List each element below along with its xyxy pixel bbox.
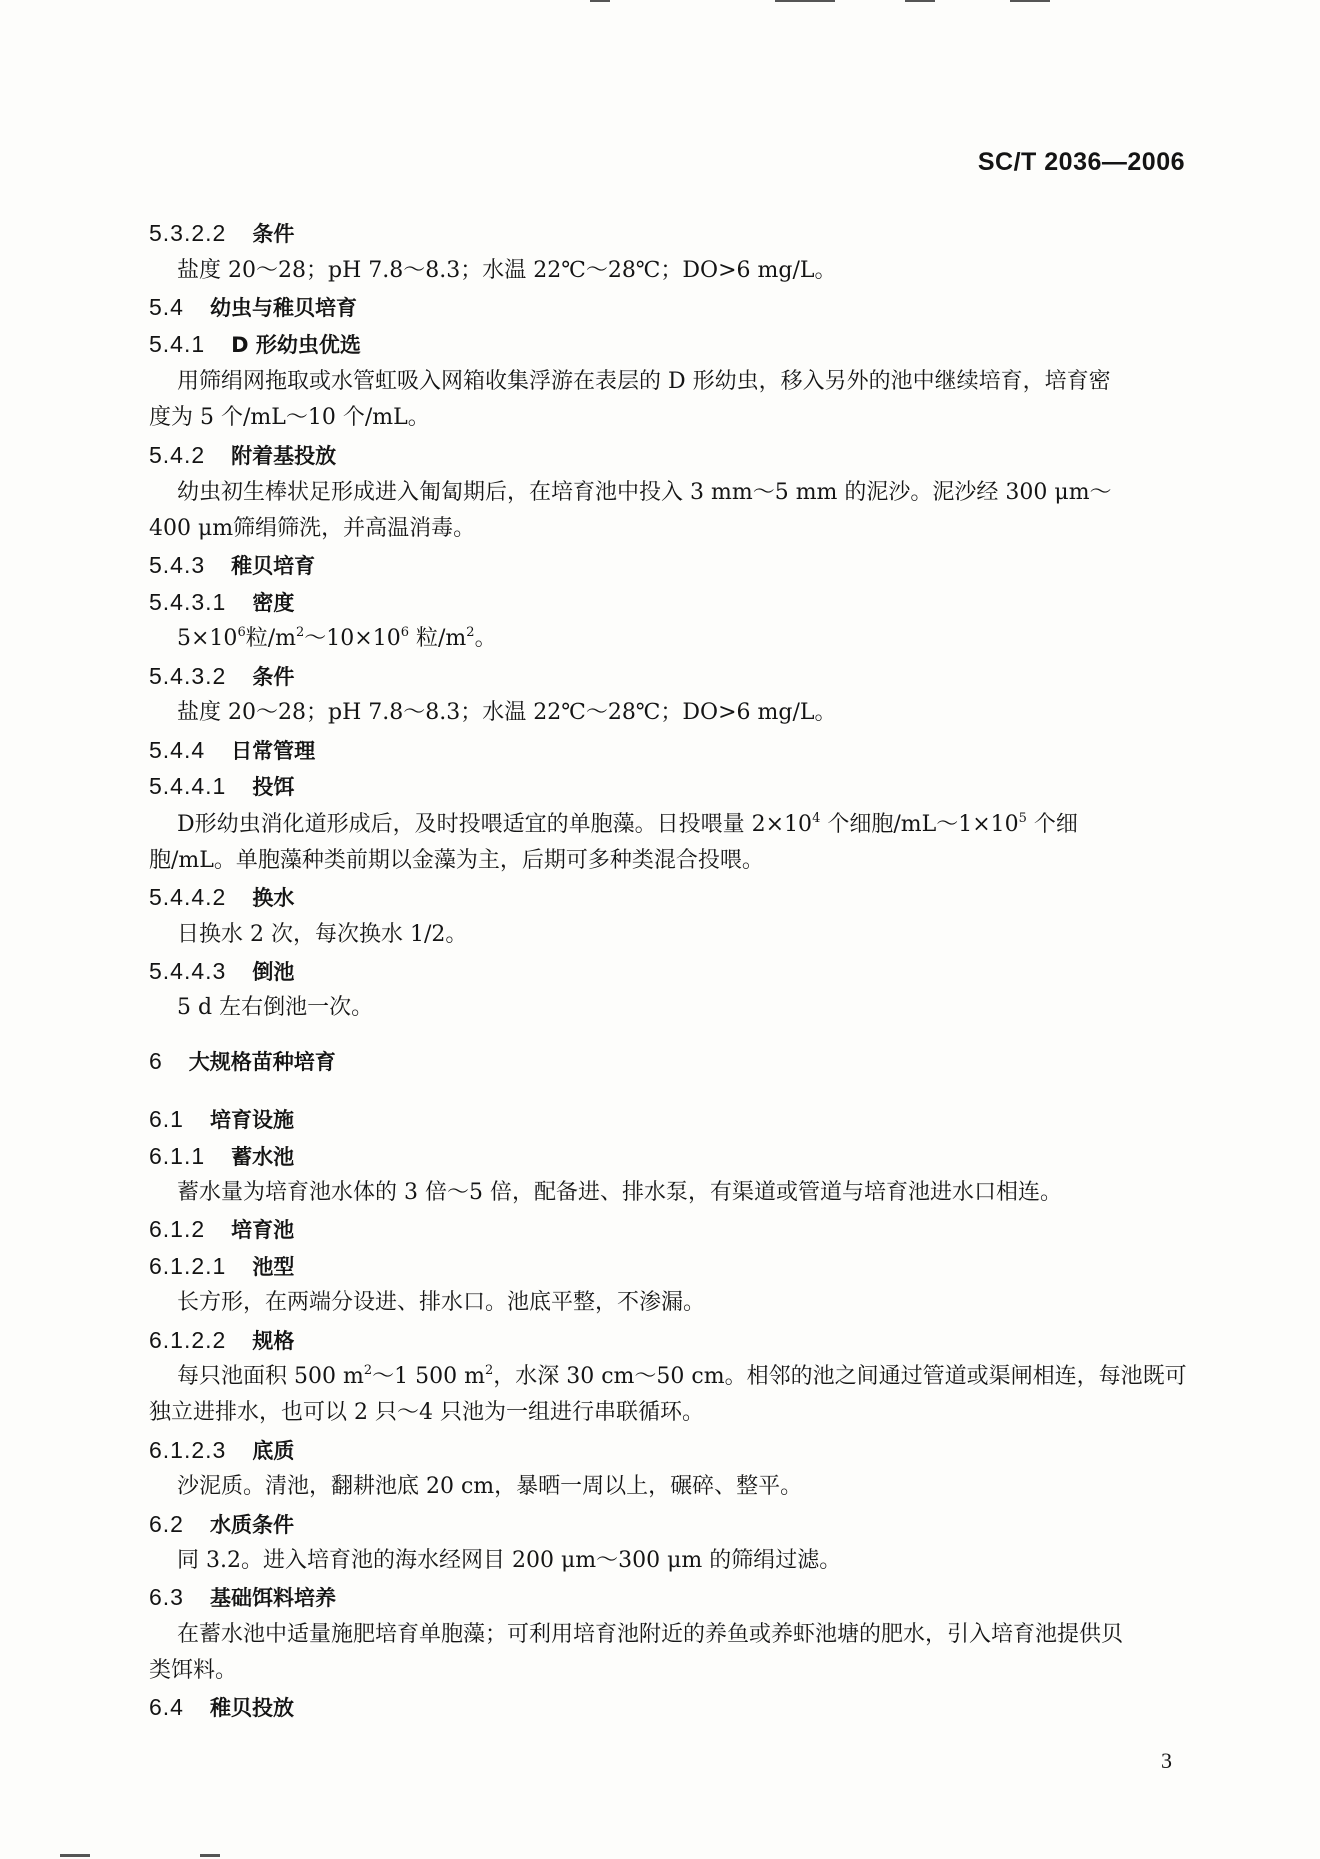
scan-mark-bottom [60,1854,90,1857]
section-title: 培育池 [231,1218,295,1242]
superscript: 2 [296,624,305,640]
paragraph: 在蓄水池中适量施肥培育单胞藻；可利用培育池附近的养鱼或养虾池塘的肥水，引入培育池提供贝 [177,1622,1124,1647]
section-number: 5.4.3.1 [149,589,227,615]
text-run: 个细 [1026,812,1078,837]
section-number: 6.1.2.2 [149,1327,227,1353]
section-heading [149,1692,294,1724]
section-heading [149,218,294,250]
section-title: 条件 [252,222,295,246]
section-number: 5.4.4 [149,737,206,763]
section-title: 蓄水池 [231,1145,295,1169]
superscript: 2 [363,1362,373,1378]
section-heading [149,550,315,582]
section-number: 6.2 [149,1511,184,1537]
section-number: 6.1.1 [149,1143,206,1169]
section-number: 5.4.4.1 [149,773,227,799]
section-number: 6.1.2 [149,1216,206,1242]
section-heading [149,1582,336,1614]
paragraph: 同 3.2。进入培育池的海水经网目 200 μm～300 μm 的筛绢过滤。 [177,1548,842,1573]
section-heading [149,771,294,803]
text-run: 粒/m [245,626,296,651]
paragraph [177,810,1078,840]
section-number: 6.1.2.1 [149,1253,227,1279]
section-title: 规格 [252,1329,295,1353]
paragraph: 盐度 20～28；pH 7.8～8.3；水温 22℃～28℃；DO>6 mg/L。 [177,700,837,725]
section-heading [149,292,357,324]
paragraph: 幼虫初生棒状足形成进入匍匐期后，在培育池中投入 3 mm～5 mm 的泥沙。泥沙经 300 μm～ [177,480,1112,505]
section-heading [149,587,294,619]
paragraph: 日换水 2 次，每次换水 1/2。 [177,922,468,947]
section-heading [149,1214,294,1246]
paragraph-continuation: 独立进排水，也可以 2 只～4 只池为一组进行串联循环。 [149,1400,704,1425]
paragraph: 蓄水量为培育池水体的 3 倍～5 倍，配备进、排水泵，有渠道或管道与培育池进水口相连。 [177,1180,1062,1205]
superscript: 2 [484,1362,494,1378]
paragraph: 长方形，在两端分设进、排水口。池底平整，不渗漏。 [177,1290,706,1315]
section-number: 5.4.3.2 [149,663,227,689]
section-title: 幼虫与稚贝培育 [209,296,357,320]
paragraph: 盐度 20～28；pH 7.8～8.3；水温 22℃～28℃；DO>6 mg/L。 [177,258,837,283]
section-heading [149,735,315,767]
section-number: 5.4.4.3 [149,958,227,984]
section-title: 水质条件 [209,1513,294,1537]
section-heading [149,1251,294,1283]
paragraph-continuation: 400 μm筛绢筛洗，并高温消毒。 [149,516,476,541]
section-title: 密度 [252,591,295,615]
paragraph [177,624,497,654]
section-number: 5.4.4.2 [149,884,227,910]
section-title: 基础饵料培养 [209,1586,336,1610]
section-heading [149,1104,294,1136]
section-heading [149,329,361,361]
scan-mark-top [1010,0,1050,2]
text-run: 个细胞/mL～1×10 [820,812,1019,837]
section-heading [149,661,294,693]
section-heading [149,1435,294,1467]
section-title: 大规格苗种培育 [188,1050,336,1074]
section-number: 5.4.3 [149,552,206,578]
text-run: D形幼虫消化道形成后，及时投喂适宜的单胞藻。日投喂量 2×10 [177,812,813,837]
text-run: ～1 500 m [372,1364,485,1389]
paragraph: 5 d 左右倒池一次。 [177,995,374,1020]
section-title: 条件 [252,665,295,689]
page-number: 3 [1161,1748,1172,1773]
section-title: 稚贝培育 [231,554,316,578]
text-run: ～10×10 [304,626,401,651]
text-run: 5×10 [177,626,238,651]
section-heading [149,1325,294,1357]
section-number: 6.3 [149,1584,184,1610]
section-title: D 形幼虫优选 [231,333,361,357]
section-heading [149,1141,294,1173]
superscript: 5 [1018,810,1027,826]
section-number: 5.3.2.2 [149,220,227,246]
superscript: 6 [237,624,246,640]
section-title: 附着基投放 [231,444,337,468]
section-number: 5.4.1 [149,331,206,357]
section-title: 日常管理 [231,739,316,763]
section-number: 5.4.2 [149,442,206,468]
text-run: 。 [474,626,497,651]
chapter-heading [149,1046,336,1078]
scan-mark-top [775,0,835,2]
superscript: 2 [466,624,475,640]
superscript: 4 [812,810,821,826]
section-heading [149,882,294,914]
section-number: 6 [149,1048,163,1074]
paragraph-continuation: 类饵料。 [149,1658,238,1683]
section-title: 倒池 [252,960,295,984]
superscript: 6 [400,624,409,640]
paragraph: 沙泥质。清池，翻耕池底 20 cm，暴晒一周以上，碾碎、整平。 [177,1474,803,1499]
paragraph [177,1362,1187,1392]
section-title: 稚贝投放 [209,1696,294,1720]
scan-mark-top [590,0,610,2]
text-run: 粒/m [409,626,467,651]
section-number: 5.4 [149,294,184,320]
section-number: 6.1 [149,1106,184,1132]
section-title: 池型 [252,1255,295,1279]
section-number: 6.4 [149,1694,184,1720]
paragraph-continuation: 度为 5 个/mL～10 个/mL。 [149,405,430,430]
paragraph-continuation: 胞/mL。单胞藻种类前期以金藻为主，后期可多种类混合投喂。 [149,848,764,873]
section-title: 换水 [252,886,295,910]
paragraph: 用筛绢网拖取或水管虹吸入网箱收集浮游在表层的 D 形幼虫，移入另外的池中继续培育，培育密 [177,369,1111,394]
section-heading [149,440,336,472]
scan-mark-bottom [200,1854,220,1857]
section-heading [149,956,294,988]
standard-code: SC/T 2036—2006 [977,148,1185,176]
section-title: 投饵 [252,775,295,799]
scan-mark-top [905,0,935,2]
text-run: 每只池面积 500 m [177,1364,364,1389]
section-title: 底质 [252,1439,295,1463]
section-number: 6.1.2.3 [149,1437,227,1463]
section-heading [149,1509,294,1541]
text-run: ，水深 30 cm～50 cm。相邻的池之间通过管道或渠闸相连，每池既可 [493,1364,1187,1389]
section-title: 培育设施 [209,1108,294,1132]
